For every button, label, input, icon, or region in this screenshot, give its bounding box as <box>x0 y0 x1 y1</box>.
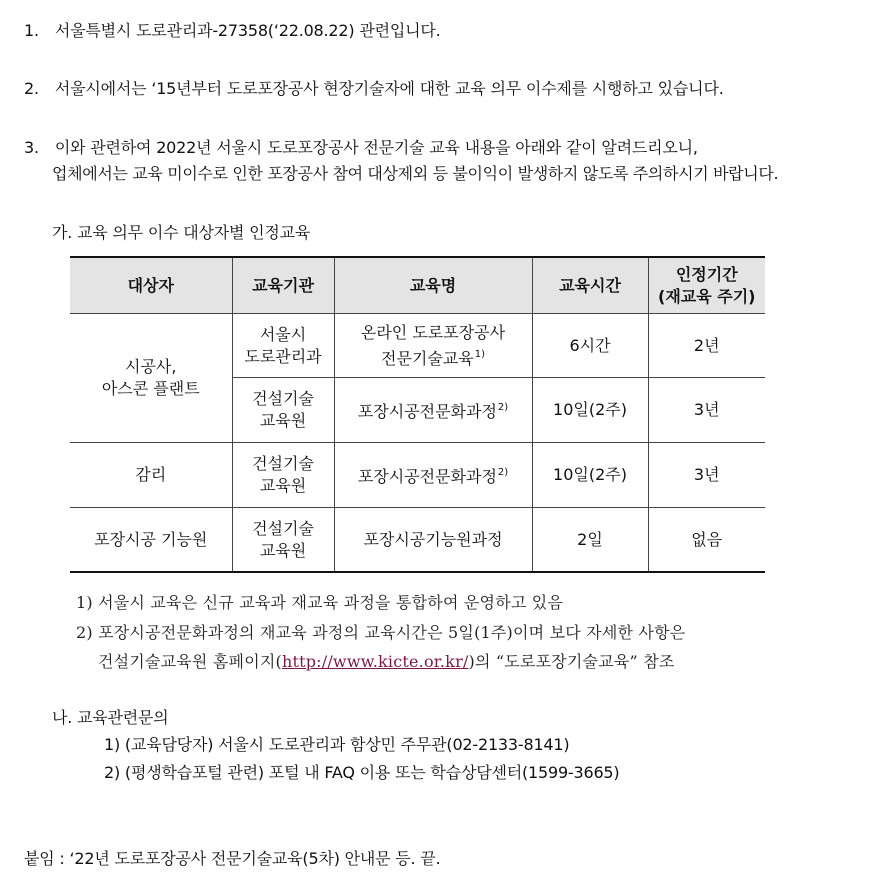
contact-item-2: 2) (평생학습포털 관련) 포털 내 FAQ 이용 또는 학습상담센터(1599-3665) <box>104 763 620 782</box>
cell-hours: 10일(2주) <box>532 443 648 508</box>
header-period-line-1: 인정기간 <box>675 264 738 284</box>
cell-period: 3년 <box>648 378 765 443</box>
cell-target-contractor-line-1: 시공사, <box>125 357 177 376</box>
paragraph-3-text-line-1: 이와 관련하여 2022년 서울시 도로포장공사 전문기술 교육 내용을 아래와 같이 알려드리오니, <box>54 138 698 157</box>
cell-institution-line-2: 교육원 <box>259 476 307 495</box>
paragraph-3-text-line-2: 업체에서는 교육 미이수로 인한 포장공사 참여 대상제외 등 불이익이 발생하지 않도록 주의하시기 바랍니다. <box>52 164 779 183</box>
cell-course-line-2 <box>335 344 532 370</box>
footnote-2: 2) 포장시공전문화과정의 재교육 과정의 교육시간은 5일(1주)이며 보다 자세한 사항은 <box>76 623 686 642</box>
paragraph-1-number: 1. <box>24 21 39 40</box>
paragraph-2 <box>24 76 724 99</box>
cell-period: 없음 <box>648 508 765 573</box>
header-target: 대상자 <box>70 257 232 314</box>
education-table <box>70 256 765 573</box>
table-row <box>70 443 765 508</box>
paragraph-2-text: 서울시에서는 ‘15년부터 도로포장공사 현장기술자에 대한 교육 의무 이수제를 시행하고 있습니다. <box>54 79 724 98</box>
header-hours: 교육시간 <box>532 257 648 314</box>
section-a-title: 가. 교육 의무 이수 대상자별 인정교육 <box>52 223 311 242</box>
cell-institution-line-2: 교육원 <box>259 411 307 430</box>
footnote-2-post-text: )의 “도로포장기술교육” 참조 <box>468 652 675 671</box>
attachment-line: 붙임 : ‘22년 도로포장공사 전문기술교육(5차) 안내문 등. 끝. <box>24 849 441 868</box>
cell-institution <box>232 378 334 443</box>
paragraph-2-number: 2. <box>24 79 39 98</box>
header-period <box>648 257 765 314</box>
cell-target-supervisor: 감리 <box>70 443 232 508</box>
cell-course-line-1: 온라인 도로포장공사 <box>360 322 506 342</box>
cell-period: 3년 <box>648 443 765 508</box>
cell-course-text: 포장시공전문화과정 <box>357 402 497 421</box>
cell-hours: 2일 <box>532 508 648 573</box>
cell-institution <box>232 314 334 378</box>
footnote-marker: 2) <box>497 402 509 413</box>
paragraph-3-number: 3. <box>24 138 39 157</box>
header-period-line-2: (재교육 주기) <box>658 286 756 306</box>
footnote-2-continued <box>98 649 675 672</box>
table-header-row <box>70 257 765 314</box>
footnote-marker: 2) <box>497 467 509 478</box>
cell-hours: 10일(2주) <box>532 378 648 443</box>
cell-institution-line-1: 서울시 <box>259 324 307 344</box>
header-institution: 교육기관 <box>232 257 334 314</box>
footnote-1: 1) 서울시 교육은 신규 교육과 재교육 과정을 통합하여 운영하고 있음 <box>76 593 564 612</box>
section-b-title: 나. 교육관련문의 <box>52 708 169 727</box>
cell-course: 포장시공기능원과정 <box>334 508 532 573</box>
paragraph-3 <box>24 135 698 158</box>
cell-target-technician: 포장시공 기능원 <box>70 508 232 573</box>
cell-hours: 6시간 <box>532 314 648 378</box>
cell-institution <box>232 508 334 573</box>
contact-item-1: 1) (교육담당자) 서울시 도로관리과 함상민 주무관(02-2133-8141) <box>104 735 570 754</box>
cell-institution-line-1: 건설기술 <box>252 518 314 538</box>
footnote-2-pre-text: 건설기술교육원 홈페이지( <box>98 652 282 671</box>
cell-target-contractor <box>70 314 232 443</box>
header-course: 교육명 <box>334 257 532 314</box>
cell-institution <box>232 443 334 508</box>
cell-course <box>334 314 532 378</box>
cell-course-text: 전문기술교육 <box>380 348 474 368</box>
cell-institution-line-1: 건설기술 <box>252 454 314 473</box>
cell-course-text: 포장시공전문화과정 <box>357 467 497 486</box>
footnote-marker: 1) <box>474 348 485 360</box>
paragraph-1-text: 서울특별시 도로관리과-27358(‘22.08.22) 관련입니다. <box>54 21 441 40</box>
kicte-homepage-link[interactable]: http://www.kicte.or.kr/ <box>281 652 469 671</box>
paragraph-1 <box>24 18 440 41</box>
cell-course <box>334 378 532 443</box>
table-row <box>70 314 765 378</box>
cell-institution-line-2: 교육원 <box>259 540 307 560</box>
cell-course <box>334 443 532 508</box>
cell-institution-line-2: 도로관리과 <box>244 346 322 366</box>
cell-period: 2년 <box>648 314 765 378</box>
table-row <box>70 508 765 573</box>
cell-target-contractor-line-2: 아스콘 플랜트 <box>101 379 200 398</box>
cell-institution-line-1: 건설기술 <box>252 389 314 408</box>
